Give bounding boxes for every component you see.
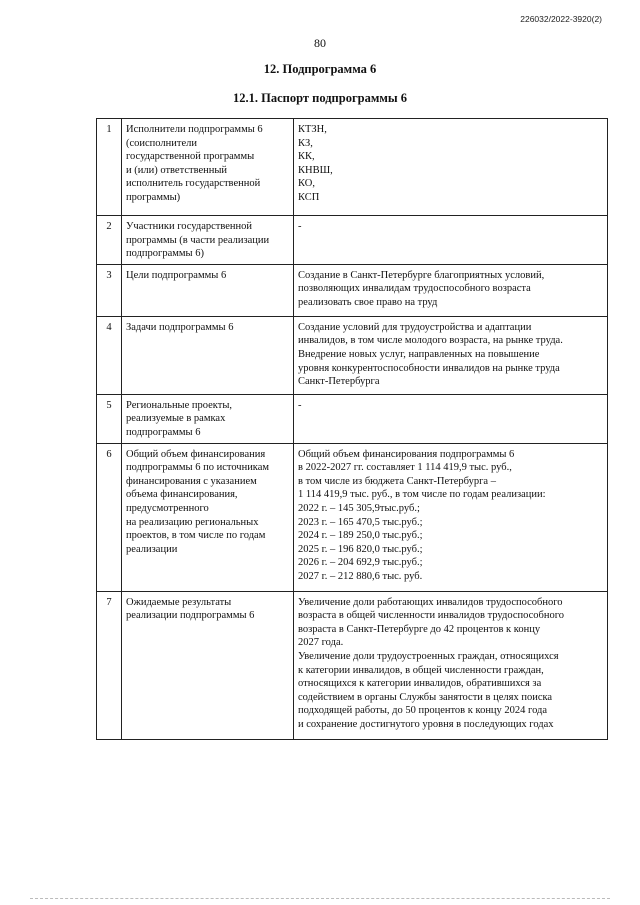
row-value-line: 2026 г. – 204 692,9 тыс.руб.; <box>298 557 423 569</box>
table-row <box>97 394 608 443</box>
row-name-line: предусмотренного <box>126 502 209 514</box>
row-name-line: подпрограммы 6 по источникам <box>126 462 270 474</box>
row-name-line: программы (в части реализации <box>126 234 270 246</box>
row-name-line: подпрограммы 6) <box>126 248 204 260</box>
row-value-line: 2022 г. – 145 305,9тыс.руб.; <box>298 502 420 514</box>
row-value-line: возраста в общей численности инвалидов трудоспособного <box>298 610 565 622</box>
row-value-line: относящихся к категории инвалидов, обратившихся за <box>298 678 542 690</box>
row-value-line: в 2022-2027 гг. составляет 1 114 419,9 тыс. руб., <box>298 462 512 474</box>
row-value <box>294 316 608 394</box>
table-row <box>97 443 608 591</box>
row-number: 5 <box>97 394 122 443</box>
row-value-line: 2025 г. – 196 820,0 тыс.руб.; <box>298 543 423 555</box>
table-row <box>97 216 608 265</box>
table-row <box>97 316 608 394</box>
row-name-line: Ожидаемые результаты <box>126 596 232 608</box>
row-value-line: Создание условий для трудоустройства и адаптации <box>298 321 532 333</box>
row-value-line: подходящей работы, до 50 процентов к концу 2024 года <box>298 705 548 717</box>
row-value-line: возраста в Санкт-Петербурге до 42 процентов к концу <box>298 623 541 635</box>
row-value-line: уровня конкурентоспособности инвалидов на рынке труда <box>298 362 560 374</box>
page-number: 80 <box>314 36 326 50</box>
row-value-line: Внедрение новых услуг, направленных на повышение <box>298 348 540 360</box>
table-row <box>97 119 608 216</box>
row-name-line: Задачи подпрограммы 6 <box>126 321 234 333</box>
row-value-line: содействием в органы Службы занятости в целях поиска <box>298 691 553 703</box>
row-name-line: реализации подпрограммы 6 <box>126 610 255 622</box>
row-value-line: - <box>298 221 302 232</box>
row-name <box>122 216 294 265</box>
row-value-line: инвалидов, в том числе молодого возраста, на рынке труда. <box>298 335 563 347</box>
row-value-line: КО, <box>298 178 315 190</box>
row-name-line: Общий объем финансирования <box>126 448 266 460</box>
row-value-line: КСП <box>298 191 320 203</box>
page-bottom-divider <box>30 898 610 899</box>
row-number: 4 <box>97 316 122 394</box>
row-name-line: государственной программы <box>126 151 255 163</box>
row-name <box>122 119 294 216</box>
row-name-line: реализации <box>126 543 178 555</box>
row-value-line: КТЗН, <box>298 124 327 135</box>
row-name-line: программы) <box>126 191 181 203</box>
row-name-line: Региональные проекты, <box>126 399 233 411</box>
row-name-line: финансирования с указанием <box>126 475 257 487</box>
row-name-line: Исполнители подпрограммы 6 <box>126 124 263 135</box>
row-value <box>294 443 608 591</box>
row-value-line: 1 114 419,9 тыс. руб., в том числе по годам реализации: <box>298 489 546 501</box>
table-row <box>97 264 608 316</box>
table-row <box>97 591 608 739</box>
row-value-line: 2027 года. <box>298 637 344 649</box>
row-name-line: объема финансирования, <box>126 489 238 501</box>
row-value-line: Увеличение доли трудоустроенных граждан, относящихся <box>298 650 559 662</box>
row-value <box>294 591 608 739</box>
row-name-line: Участники государственной <box>126 221 253 232</box>
row-name-line: подпрограммы 6 <box>126 426 201 438</box>
row-number: 7 <box>97 591 122 739</box>
row-name <box>122 316 294 394</box>
section-title: 12. Подпрограмма 6 <box>263 62 377 76</box>
passport-table <box>96 118 608 740</box>
row-name-line: на реализацию региональных <box>126 516 259 528</box>
row-value <box>294 394 608 443</box>
row-value-line: КНВШ, <box>298 164 333 176</box>
row-name <box>122 394 294 443</box>
row-value-line: Увеличение доли работающих инвалидов трудоспособного <box>298 596 563 608</box>
row-value-line: в том числе из бюджета Санкт-Петербурга – <box>298 475 496 487</box>
section-subtitle: 12.1. Паспорт подпрограммы 6 <box>232 91 407 105</box>
document-id: 226032/2022-3920(2) <box>520 14 602 24</box>
row-number: 2 <box>97 216 122 265</box>
row-value-line: Создание в Санкт-Петербурге благоприятных условий, <box>298 269 545 281</box>
row-value-line: 2027 г. – 212 880,6 тыс. руб. <box>298 570 423 582</box>
row-value-line: Санкт-Петербурга <box>298 376 380 388</box>
row-name-line: исполнитель государственной <box>126 178 261 190</box>
row-value-line: КК, <box>298 151 315 163</box>
row-value-line: 2024 г. – 189 250,0 тыс.руб.; <box>298 530 423 542</box>
row-value <box>294 264 608 316</box>
row-number: 6 <box>97 443 122 591</box>
row-value-line: к категории инвалидов, в общей численности граждан, <box>298 664 544 676</box>
row-name <box>122 591 294 739</box>
row-number: 3 <box>97 264 122 316</box>
row-name-line: проектов, в том числе по годам <box>126 530 266 542</box>
row-value <box>294 119 608 216</box>
row-number: 1 <box>97 119 122 216</box>
row-value-line: 2023 г. – 165 470,5 тыс.руб.; <box>298 516 423 528</box>
row-name <box>122 264 294 316</box>
row-name-line: Цели подпрограммы 6 <box>126 269 227 281</box>
row-value-line: - <box>298 399 302 411</box>
row-name <box>122 443 294 591</box>
row-value-line: реализовать свое право на труд <box>298 296 438 308</box>
row-value-line: КЗ, <box>298 137 313 149</box>
row-name-line: (соисполнители <box>126 137 198 149</box>
row-value-line: позволяющих инвалидам трудоспособного возраста <box>298 283 531 295</box>
row-value-line: и сохранение достигнутого уровня в последующих годах <box>298 718 554 730</box>
row-name-line: и (или) ответственный <box>126 164 228 176</box>
row-name-line: реализуемые в рамках <box>126 413 226 425</box>
row-value <box>294 216 608 265</box>
row-value-line: Общий объем финансирования подпрограммы 6 <box>298 448 515 460</box>
